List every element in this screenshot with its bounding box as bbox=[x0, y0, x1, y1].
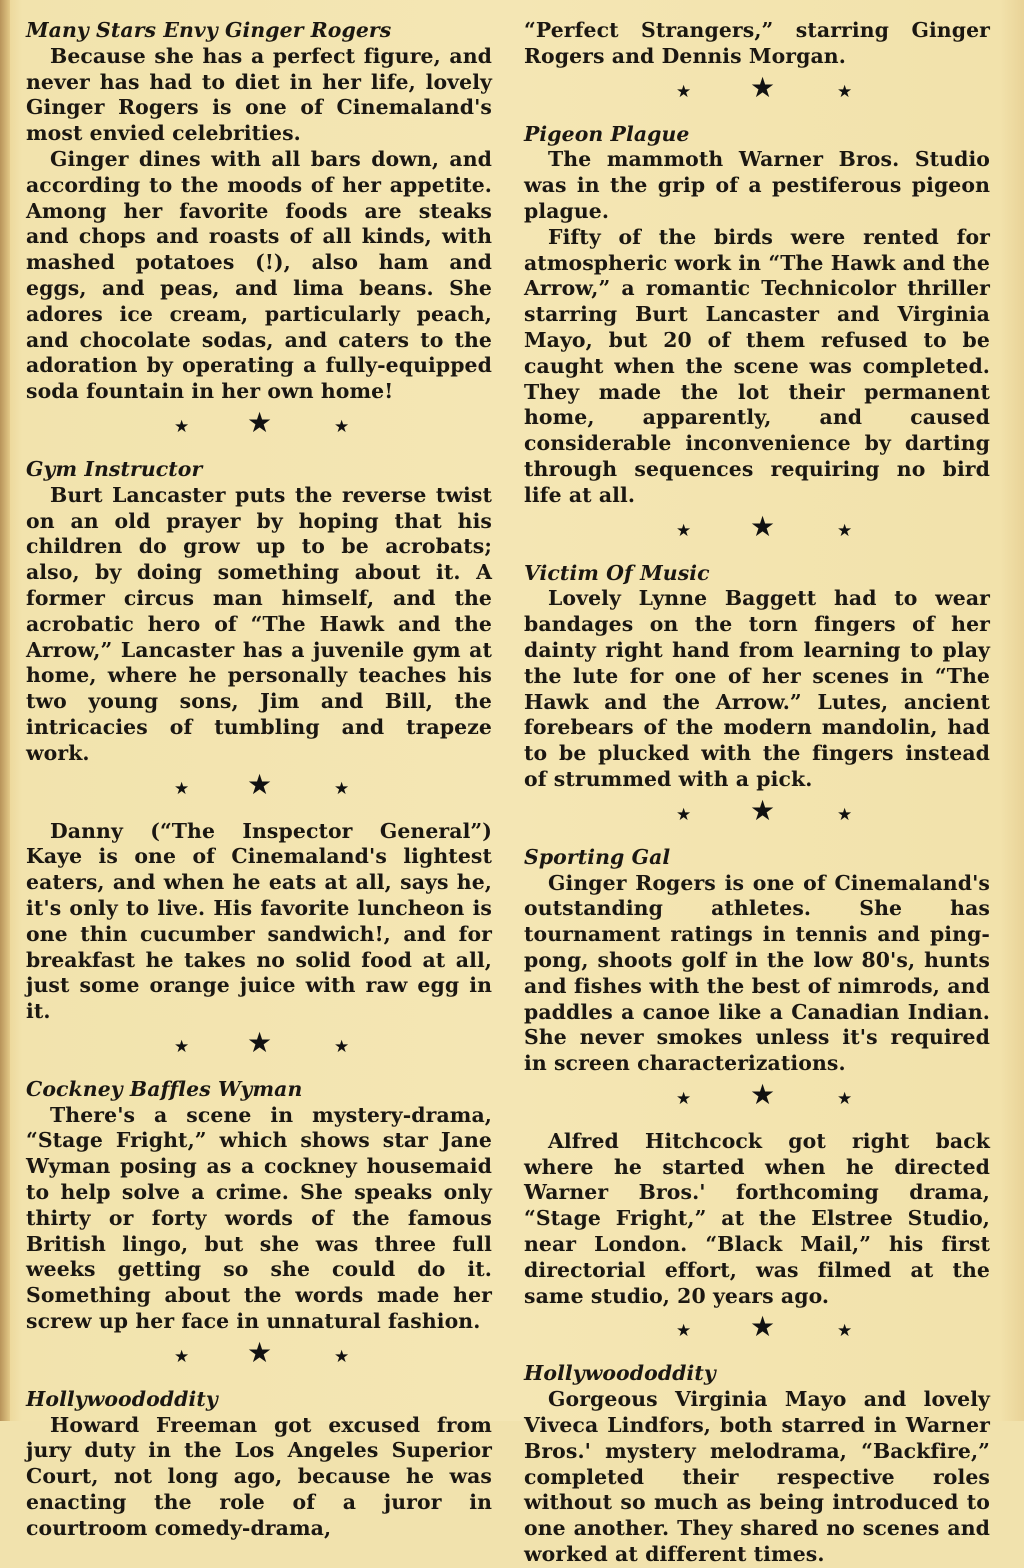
star-divider bbox=[26, 1025, 492, 1077]
small-star-icon: ★ bbox=[334, 1346, 350, 1367]
small-star-icon: ★ bbox=[676, 1321, 692, 1342]
small-star-icon: ★ bbox=[334, 416, 350, 437]
article-paragraph: Fifty of the birds were rented for atmospheric work in “The Hawk and the Arrow,” a romantic Technicolor thriller starring Burt Lancaster and Virginia Mayo, but 20 of them refused to be caught when the scene was completed. They made the lot their permanent home, apparently, and caused considerable inconvenience by darting through sequences requiring no bird life at all. bbox=[524, 224, 990, 507]
article-victim-of-music bbox=[524, 561, 990, 793]
star-divider bbox=[524, 1309, 990, 1361]
small-star-icon: ★ bbox=[676, 804, 692, 825]
article-paragraph: Howard Freeman got excused from jury duty in the Los Angeles Superior Court, not long ago, because he was enacting the role of a juror in courtroom comedy-drama, bbox=[26, 1412, 492, 1540]
large-star-icon: ★ bbox=[750, 1310, 776, 1344]
star-divider bbox=[26, 405, 492, 457]
star-divider bbox=[26, 767, 492, 819]
small-star-icon: ★ bbox=[676, 81, 692, 102]
article-paragraph: Ginger dines with all bars down, and according to the moods of her appetite. Among her favorite foods are steaks and chops and roasts of all kinds, with mashed potatoes (!), also ham and eggs, and peas, and lima beans. She adores ice cream, particularly peach, and chocolate sodas, and caters to the adoration by operating a fully-equipped soda fountain in her own home! bbox=[26, 146, 492, 404]
article-title: Hollywoododdity bbox=[524, 1361, 716, 1386]
small-star-icon: ★ bbox=[334, 1036, 350, 1057]
article-title: Gym Instructor bbox=[26, 456, 203, 481]
large-star-icon: ★ bbox=[750, 1077, 776, 1111]
article-sporting-gal bbox=[524, 845, 990, 1077]
article-title: Hollywoododdity bbox=[26, 1386, 218, 1411]
article-title: Cockney Baffles Wyman bbox=[26, 1076, 303, 1101]
article-paragraph: Because she has a perfect figure, and never has had to diet in her life, lovely Ginger Rogers is one of Cinemaland's most envied celebrities. bbox=[26, 43, 492, 146]
small-star-icon: ★ bbox=[676, 520, 692, 541]
article-perfect-strangers-continued bbox=[524, 18, 990, 70]
article-title: Pigeon Plague bbox=[524, 121, 690, 146]
article-title: Victim Of Music bbox=[524, 560, 710, 585]
article-pigeon-plague bbox=[524, 122, 990, 509]
small-star-icon: ★ bbox=[837, 1321, 853, 1342]
article-paragraph: The mammoth Warner Bros. Studio was in the grip of a pestiferous pigeon plague. bbox=[524, 147, 990, 223]
star-divider bbox=[524, 1077, 990, 1129]
article-paragraph: Ginger Rogers is one of Cinemaland's outstanding athletes. She has tournament ratings in tennis and ping-pong, shoots golf in the low 80's, hunts and fishes with the best of nimrods, and paddles a canoe like a Canadian Indian. She never smokes unless it's required in screen characterizations. bbox=[524, 870, 990, 1076]
article-danny-kaye bbox=[26, 819, 492, 1025]
small-star-icon: ★ bbox=[174, 416, 190, 437]
small-star-icon: ★ bbox=[837, 81, 853, 102]
left-column bbox=[26, 18, 492, 1542]
large-star-icon: ★ bbox=[750, 793, 776, 827]
small-star-icon: ★ bbox=[676, 1088, 692, 1109]
article-paragraph: Burt Lancaster puts the reverse twist on an old prayer by hoping that his children do grow up to be acrobats; also, by doing something about it. A former circus man himself, and the acrobatic hero of “The Hawk and the Arrow,” Lancaster has a juvenile gym at home, where he personally teaches his two young sons, Jim and Bill, the intricacies of tumbling and trapeze work. bbox=[26, 482, 492, 765]
page-spine-shadow bbox=[0, 0, 10, 1421]
star-divider bbox=[26, 1335, 492, 1387]
article-paragraph: “Perfect Strangers,” starring Ginger Rogers and Dennis Morgan. bbox=[524, 18, 990, 68]
article-hollywoododdity-freeman bbox=[26, 1387, 492, 1542]
article-gym-instructor bbox=[26, 457, 492, 767]
large-star-icon: ★ bbox=[247, 1025, 273, 1059]
article-title: Many Stars Envy Ginger Rogers bbox=[26, 18, 392, 42]
article-cockney-baffles-wyman bbox=[26, 1077, 492, 1335]
small-star-icon: ★ bbox=[174, 778, 190, 799]
star-divider bbox=[524, 793, 990, 845]
large-star-icon: ★ bbox=[750, 70, 776, 104]
article-ginger-figure bbox=[26, 18, 492, 405]
large-star-icon: ★ bbox=[247, 405, 273, 439]
large-star-icon: ★ bbox=[750, 509, 776, 543]
article-hollywoododdity-mayo bbox=[524, 1361, 990, 1567]
small-star-icon: ★ bbox=[334, 778, 350, 799]
article-paragraph: Gorgeous Virginia Mayo and lovely Viveca Lindfors, both starred in Warner Bros.' mystery melodrama, “Backfire,” completed their respective roles without so much as being introduced to one another. They shared no scenes and worked at different times. bbox=[524, 1387, 990, 1567]
article-paragraph: Danny (“The Inspector General”) Kaye is one of Cinemaland's lightest eaters, and when he eats at all, says he, it's only to live. His favorite luncheon is one thin cucumber sandwich!, and for breakfast he takes no solid food at all, just some orange juice with raw egg in it. bbox=[26, 818, 492, 1024]
star-divider bbox=[524, 509, 990, 561]
article-paragraph: Lovely Lynne Baggett had to wear bandages on the torn fingers of her dainty right hand from learning to play the lute for one of her scenes in “The Hawk and the Arrow.” Lutes, ancient forebears of the modern mandolin, had to be plucked with the fingers instead of strummed with a pick. bbox=[524, 586, 990, 791]
article-hitchcock bbox=[524, 1129, 990, 1310]
small-star-icon: ★ bbox=[837, 520, 853, 541]
large-star-icon: ★ bbox=[247, 767, 273, 801]
small-star-icon: ★ bbox=[174, 1346, 190, 1367]
article-title: Sporting Gal bbox=[524, 844, 671, 869]
large-star-icon: ★ bbox=[247, 1335, 273, 1369]
right-column bbox=[524, 18, 990, 1568]
small-star-icon: ★ bbox=[174, 1036, 190, 1057]
star-divider bbox=[524, 70, 990, 122]
article-paragraph: There's a scene in mystery-drama, “Stage Fright,” which shows star Jane Wyman posing as a cockney housemaid to help solve a crime. She speaks only thirty or forty words of the famous British lingo, but she was three full weeks getting so she could do it. Something about the words made her screw up her face in unnatural fashion. bbox=[26, 1102, 492, 1334]
small-star-icon: ★ bbox=[837, 1088, 853, 1109]
small-star-icon: ★ bbox=[837, 804, 853, 825]
article-paragraph: Alfred Hitchcock got right back where he started when he directed Warner Bros.' forthcoming drama, “Stage Fright,” at the Elstree Studio, near London. “Black Mail,” his first directorial effort, was filmed at the same studio, 20 years ago. bbox=[524, 1128, 990, 1308]
